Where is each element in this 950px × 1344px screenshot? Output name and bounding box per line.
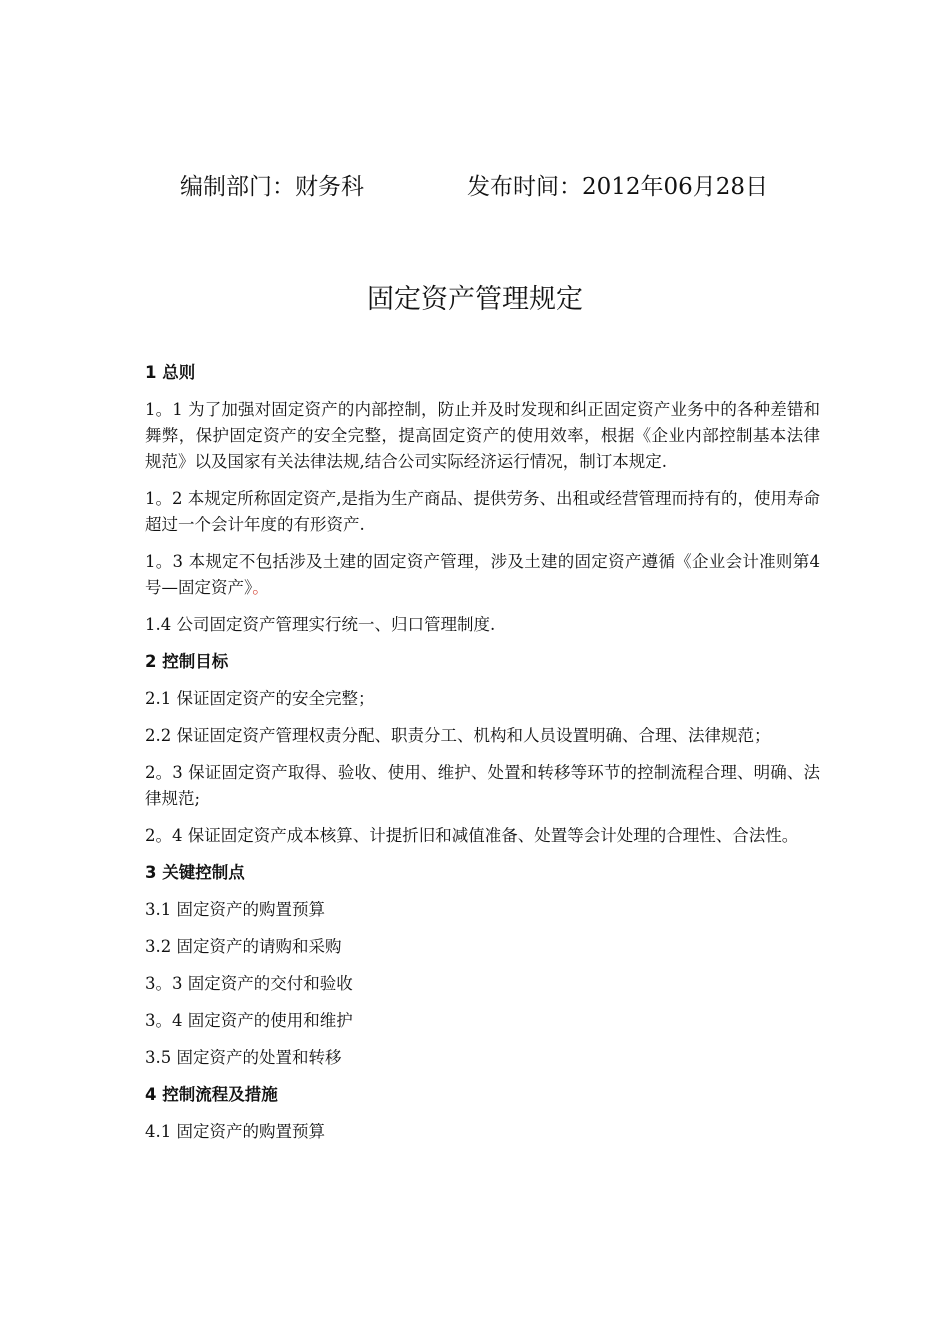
section-heading-general: 1 总则 xyxy=(145,363,196,382)
paragraph-1-2: 1。2 本规定所称固定资产,是指为生产商品、提供劳务、出租或经营管理而持有的，使用寿命超过一个会计年度的有形资产. xyxy=(145,489,820,534)
document-title: 固定资产管理规定 xyxy=(367,284,583,315)
section-heading-control-objectives: 2 控制目标 xyxy=(145,652,229,671)
document-body xyxy=(145,360,820,1156)
paragraph-2-3: 2。3 保证固定资产取得、验收、使用、维护、处置和转移等环节的控制流程合理、明确、法律规范; xyxy=(145,763,820,808)
section-heading-key-control-points: 3 关键控制点 xyxy=(145,863,245,882)
section-heading-control-procedures: 4 控制流程及措施 xyxy=(145,1085,278,1104)
paragraph-3-1: 3.1 固定资产的购置预算 xyxy=(145,900,325,919)
paragraph-3-4: 3。4 固定资产的使用和维护 xyxy=(145,1011,353,1030)
publish-date-label: 发布时间：2012年06月28日 xyxy=(467,174,769,200)
paragraph-1-3-end-mark: 。 xyxy=(252,578,269,597)
paragraph-2-4: 2。4 保证固定资产成本核算、计提折旧和减值准备、处置等会计处理的合理性、合法性。 xyxy=(145,826,799,845)
paragraph-2-1: 2.1 保证固定资产的安全完整； xyxy=(145,689,375,708)
paragraph-1-4: 1.4 公司固定资产管理实行统一、归口管理制度. xyxy=(145,615,496,634)
department-label: 编制部门：财务科 xyxy=(180,174,364,200)
paragraph-1-3-text: 1。3 本规定不包括涉及土建的固定资产管理，涉及土建的固定资产遵循《企业会计准则第4号—固定资产》 xyxy=(145,552,820,597)
paragraph-2-2: 2.2 保证固定资产管理权责分配、职责分工、机构和人员设置明确、合理、法律规范； xyxy=(145,726,771,745)
paragraph-1-3 xyxy=(145,549,820,601)
paragraph-4-1: 4.1 固定资产的购置预算 xyxy=(145,1122,325,1141)
document-header xyxy=(0,170,950,204)
paragraph-3-3: 3。3 固定资产的交付和验收 xyxy=(145,974,353,993)
paragraph-3-2: 3.2 固定资产的请购和采购 xyxy=(145,937,342,956)
paragraph-3-5: 3.5 固定资产的处置和转移 xyxy=(145,1048,342,1067)
paragraph-1-1: 1。1 为了加强对固定资产的内部控制，防止并及时发现和纠正固定资产业务中的各种差错和舞弊，保护固定资产的安全完整，提高固定资产的使用效率，根据《企业内部控制基本法律规范》以及国家有关法律法规,结合公司实际经济运行情况，制订本规定. xyxy=(145,400,820,471)
